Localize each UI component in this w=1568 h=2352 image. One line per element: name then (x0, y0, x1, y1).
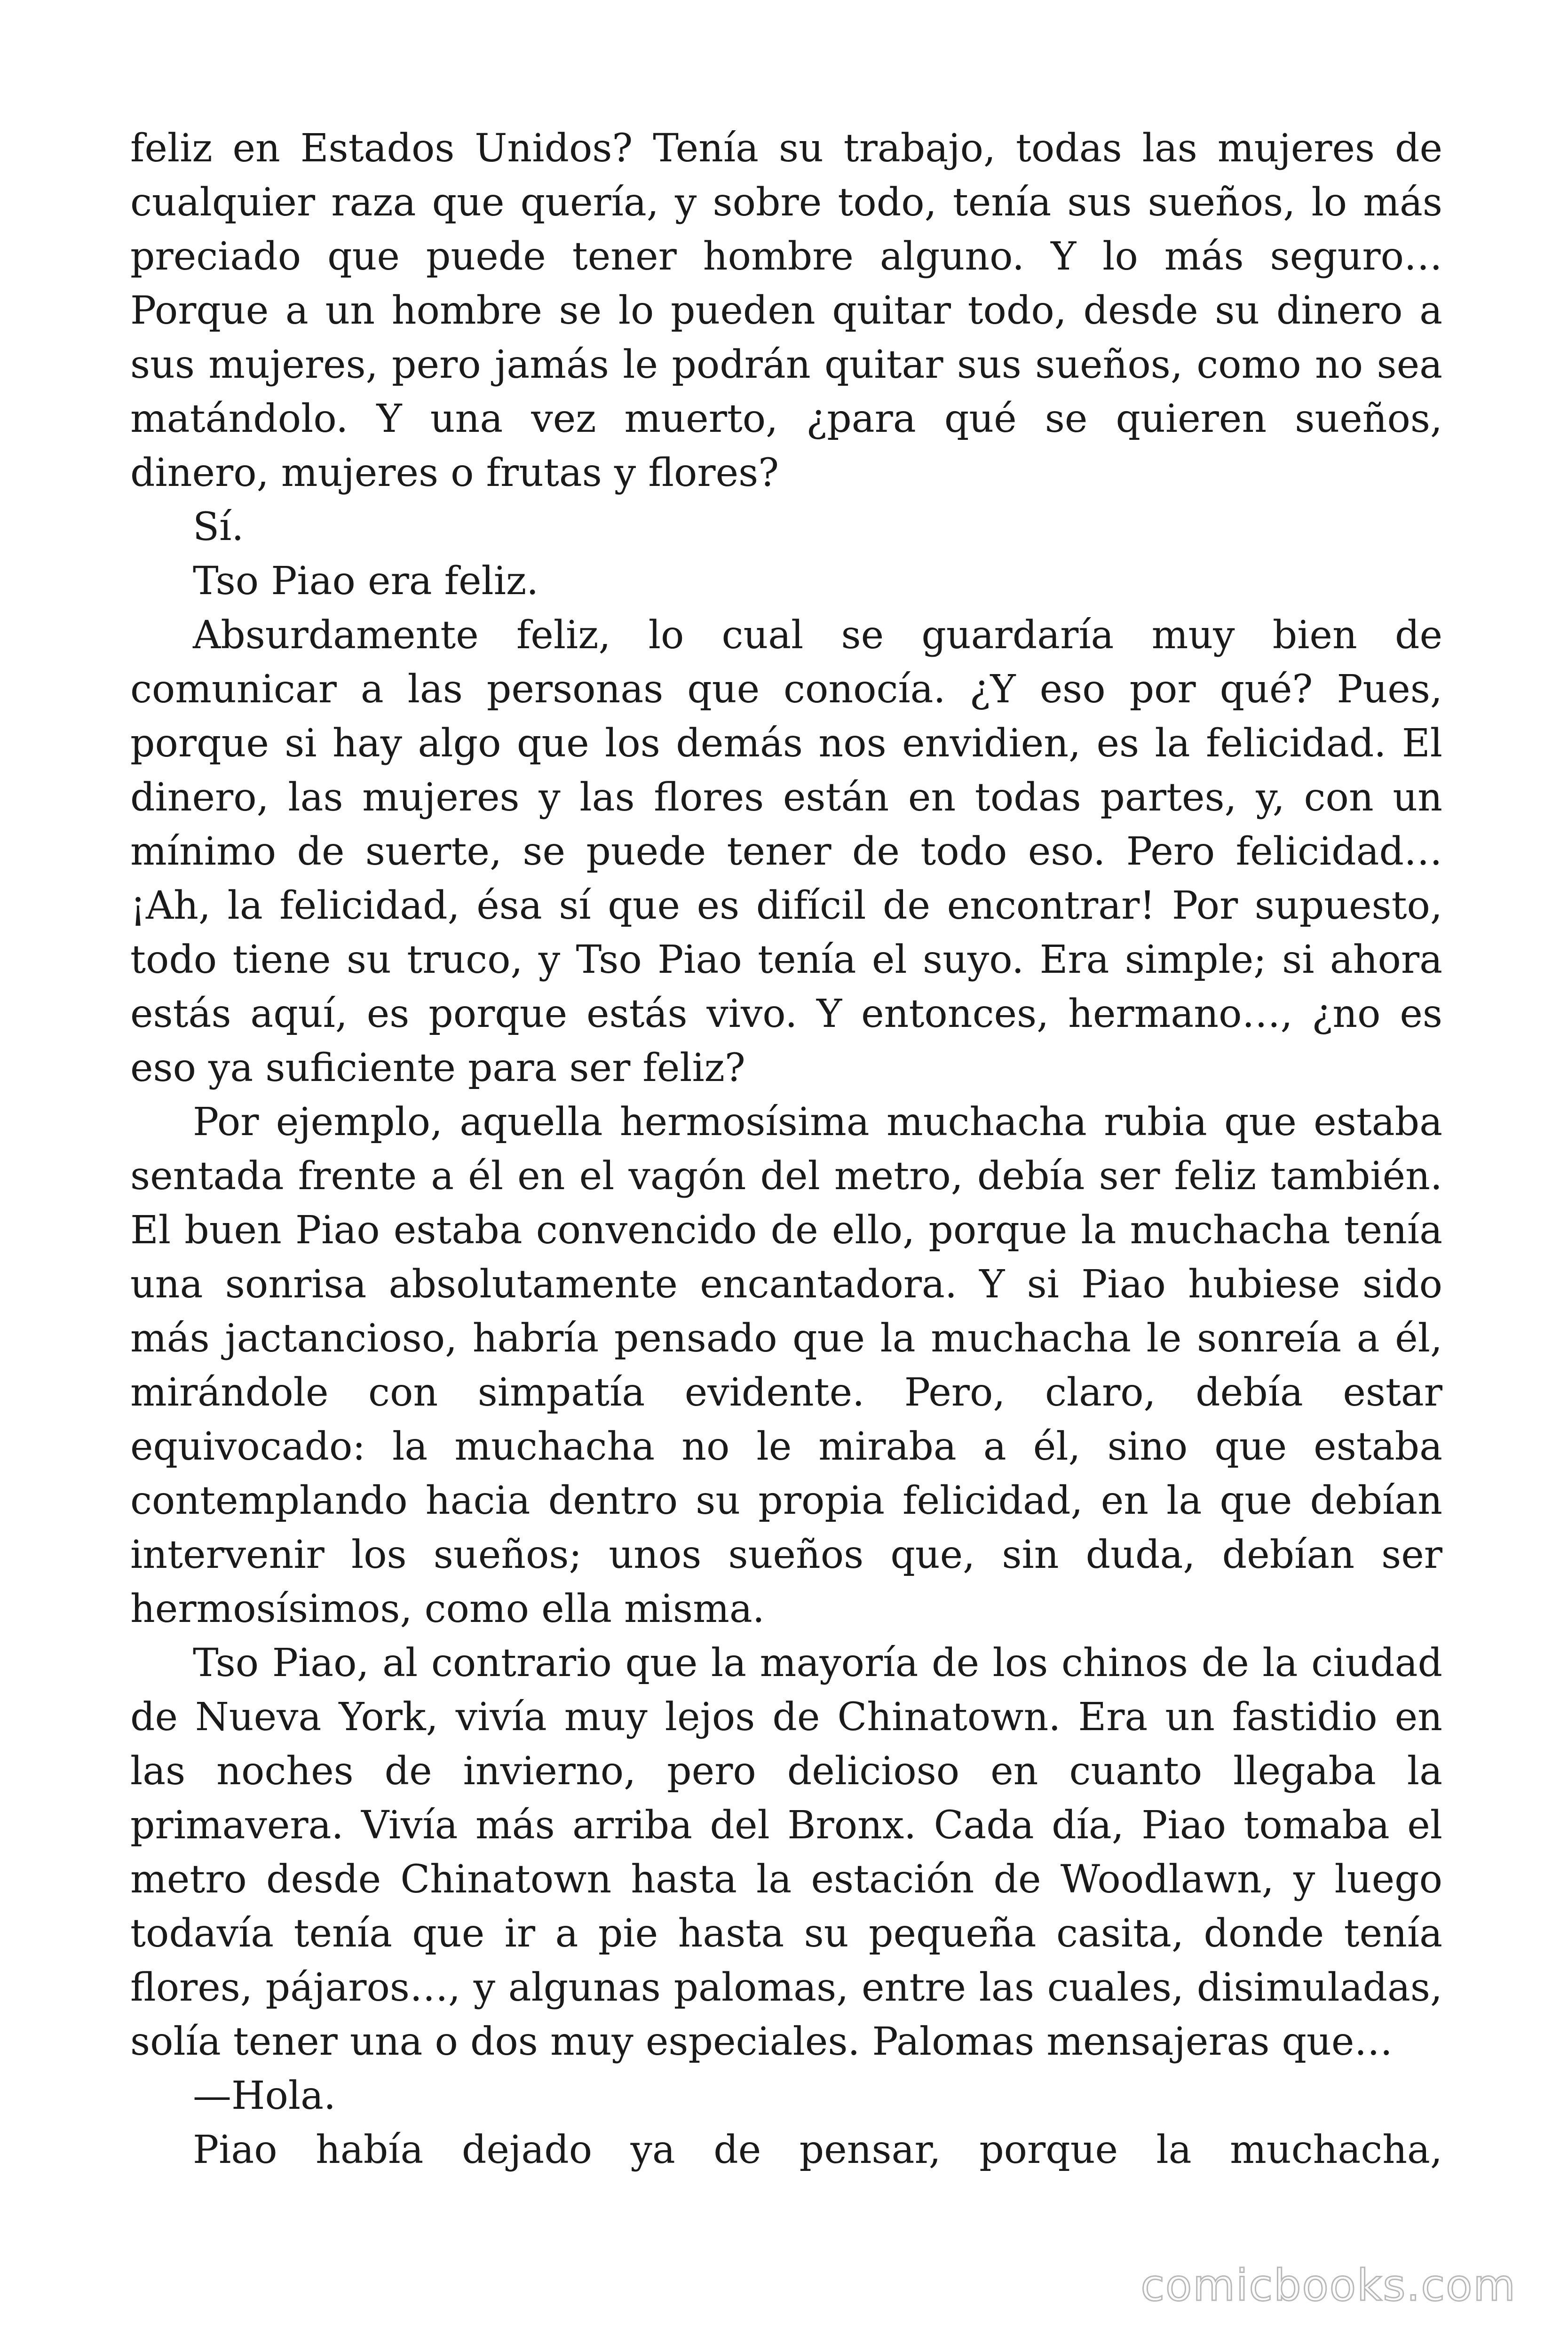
body-text (130, 121, 1442, 2177)
paragraph-nueva-york: Tso Piao, al contrario que la mayoría de los chinos de la ciudad de Nueva York, vivía muy lejos de Chinatown. Era un fastidio en las noches de invierno, pero delicioso en cuanto llegaba la primavera. Vivía más arriba del Bronx. Cada día, Piao tomaba el metro desde Chinatown hasta la estación de Woodlawn, y luego todavía tenía que ir a pie hasta su pequeña casita, donde tenía flores, pájaros…, y algunas palomas, entre las cuales, disimuladas, solía tener una o dos muy especiales. Palomas mensajeras que… (130, 1641, 1442, 2064)
paragraph-absurdamente: Absurdamente feliz, lo cual se guardaría muy bien de comunicar a las personas que conocía. ¿Y eso por qué? Pues, porque si hay algo que los demás nos envidien, es la felicidad. El dinero, las mujeres y las flores están en todas partes, y, con un mínimo de suerte, se puede tener de todo eso. Pero felicidad… ¡Ah, la felicidad, ésa sí que es difícil de encontrar! Por supuesto, todo tiene su truco, y Tso Piao tenía el suyo. Era simple; si ahora estás aquí, es porque estás vivo. Y entonces, hermano…, ¿no es eso ya suficiente para ser feliz? (130, 613, 1442, 1090)
paragraph-tso-piao-feliz: Tso Piao era feliz. (193, 559, 539, 604)
paragraph-continuation: feliz en Estados Unidos? Tenía su trabajo, todas las mujeres de cualquier raza que quería, y sobre todo, tenía sus sueños, lo más preciado que puede tener hombre alguno. Y lo más seguro… Porque a un hombre se lo pueden quitar todo, desde su dinero a sus mujeres, pero jamás le podrán quitar sus sueños, como no sea matándolo. Y una vez muerto, ¿para qué se quieren sueños, dinero, mujeres o frutas y flores? (130, 126, 1442, 495)
watermark: comicbooks.com (1140, 2260, 1516, 2311)
paragraph-si: Sí. (193, 505, 244, 549)
paragraph-hola: —Hola. (193, 2074, 336, 2118)
paragraph-por-ejemplo: Por ejemplo, aquella hermosísima muchacha rubia que estaba sentada frente a él en el vagón del metro, debía ser feliz también. El buen Piao estaba convencido de ello, porque la muchacha tenía una sonrisa absolutamente encantadora. Y si Piao hubiese sido más jactancioso, habría pensado que la muchacha le sonreía a él, mirándole con simpatía evidente. Pero, claro, debía estar equivocado: la muchacha no le miraba a él, sino que estaba contemplando hacia dentro su propia felicidad, en la que debían intervenir los sueños; unos sueños que, sin duda, debían ser hermosísimos, como ella misma. (130, 1100, 1442, 1631)
paragraph-last-line: Piao había dejado ya de pensar, porque la muchacha, (193, 2128, 1442, 2172)
